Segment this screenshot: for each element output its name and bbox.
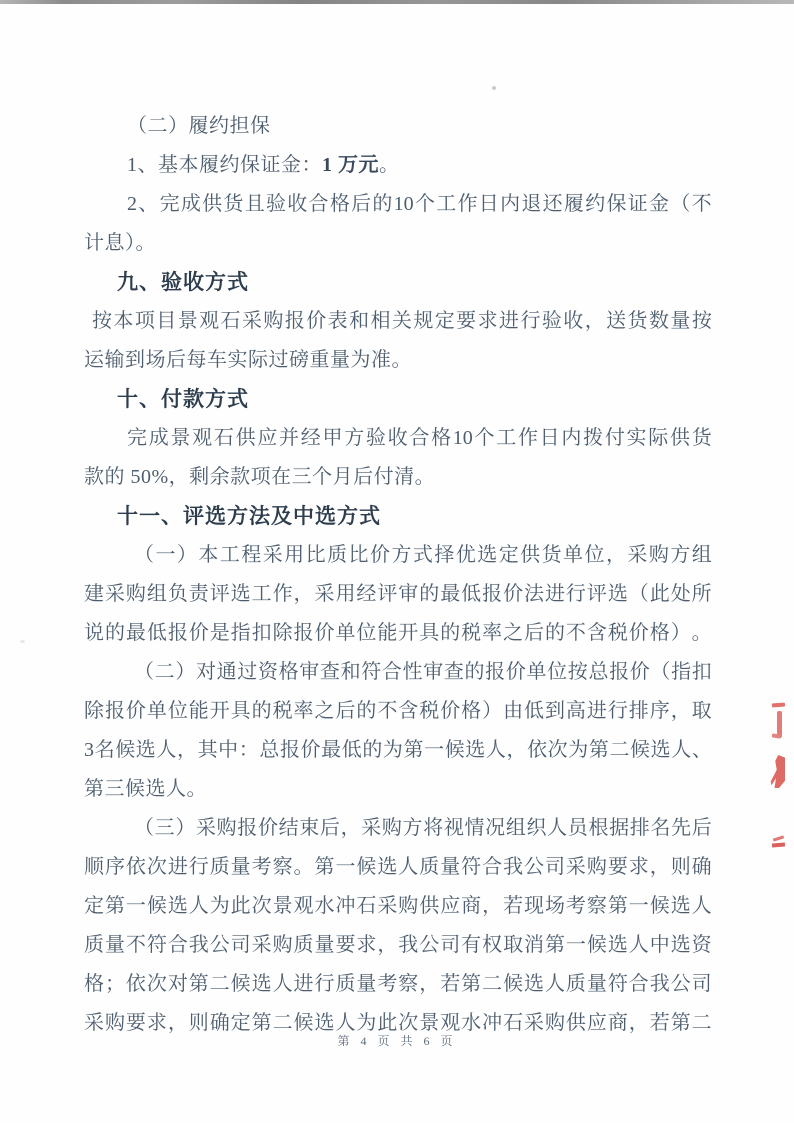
text-line: 计息）。	[84, 232, 156, 254]
text-line: 按 本 项 目 景 观 石 采 购 报 价 表 和 相 关 规 定 要 求 进 行 验 收 ， 送 货 数 量 按	[92, 310, 712, 332]
text-line: 采 购 要 求 ， 则 确 定 第 二 候 选 人 为 此 次 景 观 水 冲 石 采 购 供 应 商 ， 若 第 二	[84, 1012, 712, 1034]
text-line: 2 、 完 成 供 货 且 验 收 合 格 后 的 10 个 工 作 日 内 退 还 履 约 保 证 金 （ 不	[127, 193, 712, 215]
stamp-fragment-icon	[770, 755, 785, 788]
scan-edge-strip	[0, 0, 794, 4]
scan-speck	[20, 640, 25, 643]
text-line: 定 第 一 候 选 人 为 此 次 景 观 水 冲 石 采 购 供 应 商 ， 若 现 场 考 察 第 一 候 选 人	[84, 895, 712, 917]
text-line: 3 名 候 选 人 ， 其 中 ： 总 报 价 最 低 的 为 第 一 候 选 人 ， 依 次 为 第 二 候 选 人 、	[84, 739, 712, 761]
text-line: 款的 50%，剩余款项在三个月后付清。	[84, 466, 436, 488]
stamp-fragment-icon	[772, 703, 785, 708]
stamp-fragment-icon	[772, 733, 781, 738]
text-line: 格 ； 依 次 对 第 二 候 选 人 进 行 质 量 考 察 ， 若 第 二 候 选 人 质 量 符 合 我 公 司	[84, 973, 712, 995]
document-body	[84, 107, 712, 1043]
text-line: （ 二 ） 对 通 过 资 格 审 查 和 符 合 性 审 查 的 报 价 单 位 按 总 报 价 （ 指 扣	[134, 661, 712, 683]
text-line: （二）履约担保	[127, 115, 271, 137]
page-number-footer: 第 4 页 共 6 页	[337, 1034, 457, 1048]
text-line: 运输到场后每车实际过磅重量为准。	[84, 349, 412, 371]
text-line: 说 的 最 低 报 价 是 指 扣 除 报 价 单 位 能 开 具 的 税 率 之 后 的 不 含 税 价 格 ） 。	[84, 622, 712, 644]
text-line: 顺 序 依 次 进 行 质 量 考 察 。 第 一 候 选 人 质 量 符 合 我 公 司 采 购 要 求 ， 则 确	[84, 856, 712, 878]
stamp-fragment-icon	[772, 843, 785, 848]
text-line: 第三候选人。	[84, 778, 207, 800]
section-heading: 十、付款方式	[117, 388, 249, 411]
stamp-fragment-icon	[773, 835, 784, 841]
text-line: 完 成 景 观 石 供 应 并 经 甲 方 验 收 合 格 10 个 工 作 日 内 拨 付 实 际 供 货	[127, 427, 712, 449]
text-line: 除 报 价 单 位 能 开 具 的 税 率 之 后 的 不 含 税 价 格 ） 由 低 到 高 进 行 排 序 ， 取	[84, 700, 712, 722]
text-line: （ 一 ） 本 工 程 采 用 比 质 比 价 方 式 择 优 选 定 供 货 单 位 ， 采 购 方 组	[134, 544, 712, 566]
text-line: 质 量 不 符 合 我 公 司 采 购 质 量 要 求 ， 我 公 司 有 权 取 消 第 一 候 选 人 中 选 资	[84, 934, 712, 956]
text-line: 建 采 购 组 负 责 评 选 工 作 ， 采 用 经 评 审 的 最 低 报 价 法 进 行 评 选 （ 此 处 所	[84, 583, 712, 605]
section-heading: 九、验收方式	[117, 271, 249, 294]
scan-speck	[492, 86, 496, 90]
section-heading: 十一、评选方法及中选方式	[117, 505, 381, 528]
text-line: （ 三 ） 采 购 报 价 结 束 后 ， 采 购 方 将 视 情 况 组 织 人 员 根 据 排 名 先 后	[134, 817, 712, 839]
text-line: 1、基本履约保证金：1 万元。	[127, 154, 400, 176]
